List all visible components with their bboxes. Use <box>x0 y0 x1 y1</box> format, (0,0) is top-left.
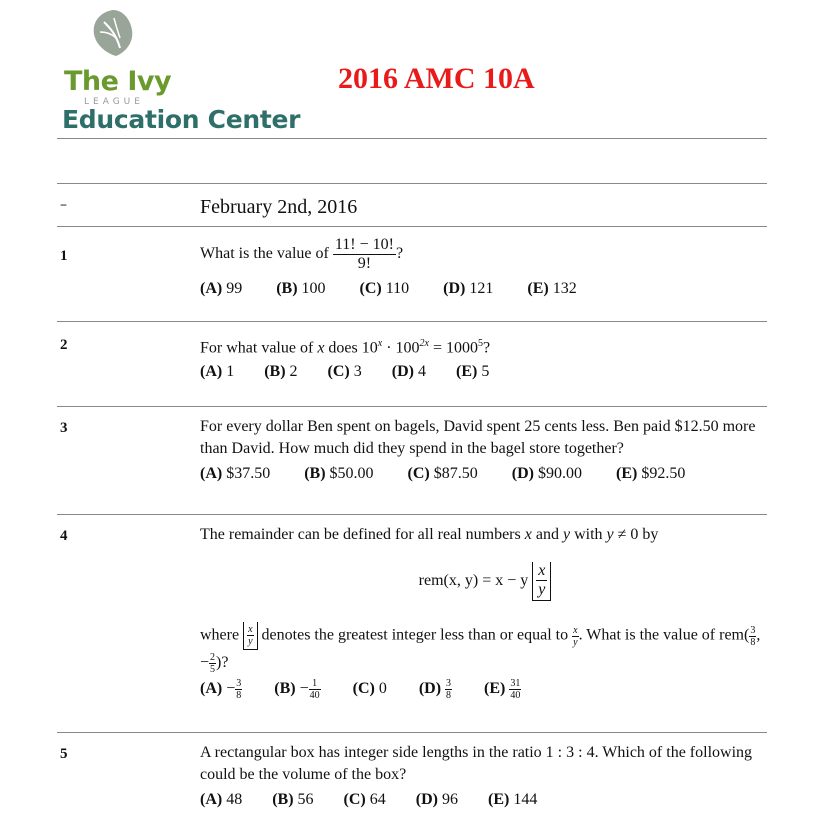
fraction-denominator <box>536 581 547 599</box>
problem-number: 1 <box>60 248 68 264</box>
problem-4-intro <box>200 524 770 546</box>
text-run: For what value of <box>200 339 314 357</box>
answer-choice: (C) 110 <box>359 280 410 297</box>
text-run: · 100 <box>386 339 420 357</box>
fraction-numerator <box>247 624 253 636</box>
exponent: 2x <box>419 338 429 349</box>
variable-x: x <box>248 623 253 635</box>
variable-y: y <box>538 581 546 598</box>
text-run: = 1000 <box>432 339 479 357</box>
text-run: and <box>535 526 559 543</box>
remainder-definition <box>200 562 770 601</box>
choice-label: (A) <box>200 680 223 698</box>
small-fraction <box>509 678 521 701</box>
problem-3-text: For every dollar Ben spent on bagels, David spent 25 cents less. Ben paid $12.50 more than David. How much did they spend in the bagel store together? <box>200 418 756 457</box>
answer-choice: (D) 96 <box>415 791 458 808</box>
text-run: with <box>574 526 603 543</box>
problem-1-choices <box>200 280 607 298</box>
answer-choice: (E) 132 <box>527 280 577 297</box>
answer-choice: (B) 100 <box>276 280 326 297</box>
fraction-denominator: 8 <box>750 636 756 648</box>
fraction-denominator <box>247 636 253 647</box>
choice-label: (B) <box>274 680 296 698</box>
choice-sign: − <box>226 680 236 698</box>
divider <box>57 138 767 139</box>
date-row-dash: – <box>60 197 67 213</box>
problem-number: 5 <box>60 746 68 762</box>
answer-choice: (B) 56 <box>272 791 314 808</box>
leaf-logo-icon <box>86 8 140 60</box>
ivy-league-logo <box>62 8 302 134</box>
divider <box>57 732 767 733</box>
problem-1-suffix: ? <box>395 245 404 263</box>
answer-choice <box>484 678 521 701</box>
fraction-numerator: 1 <box>309 678 321 690</box>
divider <box>57 226 767 227</box>
logo-text-education-center: Education Center <box>62 105 301 134</box>
floor-bracket <box>532 562 551 601</box>
text-run: does 10 <box>328 339 378 357</box>
variable-y: y <box>248 635 253 647</box>
variable-y: y <box>606 526 614 543</box>
problem-4-question <box>200 622 770 676</box>
fraction-numerator: 11! − 10! <box>334 236 394 253</box>
fraction-numerator <box>536 562 547 581</box>
answer-choice <box>353 680 387 698</box>
fraction-numerator: 31 <box>510 678 521 689</box>
text-run: where <box>200 626 240 644</box>
answer-choice <box>419 678 452 701</box>
answer-choice: (D) 121 <box>443 280 494 297</box>
fraction-denominator: 8 <box>446 690 452 701</box>
answer-choice: (E) 5 <box>455 363 490 380</box>
variable-y: y <box>573 636 578 648</box>
problem-number: 2 <box>60 337 68 353</box>
fraction-numerator: 3 <box>236 678 242 689</box>
fraction-denominator: 5 <box>210 663 216 675</box>
problem-number: 3 <box>60 420 68 436</box>
floor-bracket <box>243 622 257 650</box>
answer-choice <box>274 678 320 701</box>
exponent: 5 <box>478 338 484 349</box>
answer-choice: (E) 144 <box>487 791 538 808</box>
display-equation-left: rem(x, y) = x − y <box>418 572 529 590</box>
small-fraction <box>309 678 321 701</box>
problem-1-prefix: What is the value of <box>200 245 329 263</box>
answer-choice: (D) $90.00 <box>511 465 582 482</box>
text-run: The remainder can be defined for all real numbers <box>200 526 521 543</box>
small-fraction <box>445 678 452 701</box>
fraction-numerator: 2 <box>210 651 216 663</box>
text-run: , − <box>200 626 761 671</box>
text-run: ? <box>483 339 491 357</box>
answer-choice: (C) 3 <box>327 363 362 380</box>
page-title: 2016 AMC 10A <box>338 62 535 95</box>
answer-choice: (B) $50.00 <box>304 465 374 482</box>
text-run: )? <box>216 654 229 671</box>
exam-date: February 2nd, 2016 <box>200 196 358 218</box>
exponent: x <box>377 338 383 349</box>
choice-label: (E) <box>484 680 506 698</box>
choice-sign: − <box>299 680 309 698</box>
divider <box>57 183 767 184</box>
variable-x: x <box>317 339 325 357</box>
choice-label: (C) <box>352 680 375 698</box>
problem-4-choices <box>200 678 549 701</box>
problem-3-choices <box>200 465 715 483</box>
answer-choice: (A) 99 <box>200 280 243 297</box>
variable-x: x <box>573 624 578 636</box>
problem-2-text <box>200 333 770 359</box>
problem-5-choices <box>200 791 563 809</box>
text-run: . What is the value of rem( <box>578 626 750 644</box>
problem-5-text: A rectangular box has integer side lengths in the ratio 1 : 3 : 4. Which of the following could be the volume of the box? <box>200 744 753 783</box>
answer-choice: (B) 2 <box>264 363 298 380</box>
text-run: ≠ 0 by <box>617 526 659 543</box>
choice-value: 0 <box>378 680 387 698</box>
variable-y: y <box>562 526 571 543</box>
small-fraction <box>209 652 216 675</box>
fraction-numerator: 3 <box>446 678 452 689</box>
variable-x: x <box>524 526 532 543</box>
problem-2-choices <box>200 363 515 381</box>
small-fraction <box>235 678 242 701</box>
problem-1-fraction <box>333 236 396 273</box>
answer-choice: (A) 48 <box>200 791 243 808</box>
divider <box>57 406 767 407</box>
answer-choice: (D) 4 <box>391 363 426 380</box>
fraction-denominator: 8 <box>236 690 242 701</box>
logo-text-ivy: The Ivy <box>64 66 172 97</box>
answer-choice: (C) 64 <box>343 791 386 808</box>
answer-choice: (C) $87.50 <box>407 465 478 482</box>
fraction-denominator: 9! <box>357 255 372 272</box>
small-fraction <box>247 624 253 647</box>
problem-number: 4 <box>60 528 68 544</box>
logo-text-league: LEAGUE <box>84 97 144 107</box>
fraction-x-over-y <box>536 562 547 599</box>
problem-1-text <box>200 236 770 273</box>
choice-label: (D) <box>418 680 442 698</box>
answer-choice: (A) 1 <box>200 363 235 380</box>
answer-choice: (E) $92.50 <box>615 465 686 482</box>
divider <box>57 321 767 322</box>
text-run: denotes the greatest integer less than or equal to <box>261 626 569 644</box>
fraction-numerator: 3 <box>750 624 756 636</box>
answer-choice <box>200 678 242 701</box>
fraction-denominator: 40 <box>510 690 521 701</box>
answer-choice: (A) $37.50 <box>200 465 271 482</box>
divider <box>57 514 767 515</box>
variable-x: x <box>538 562 546 579</box>
fraction-denominator: 40 <box>309 690 320 701</box>
